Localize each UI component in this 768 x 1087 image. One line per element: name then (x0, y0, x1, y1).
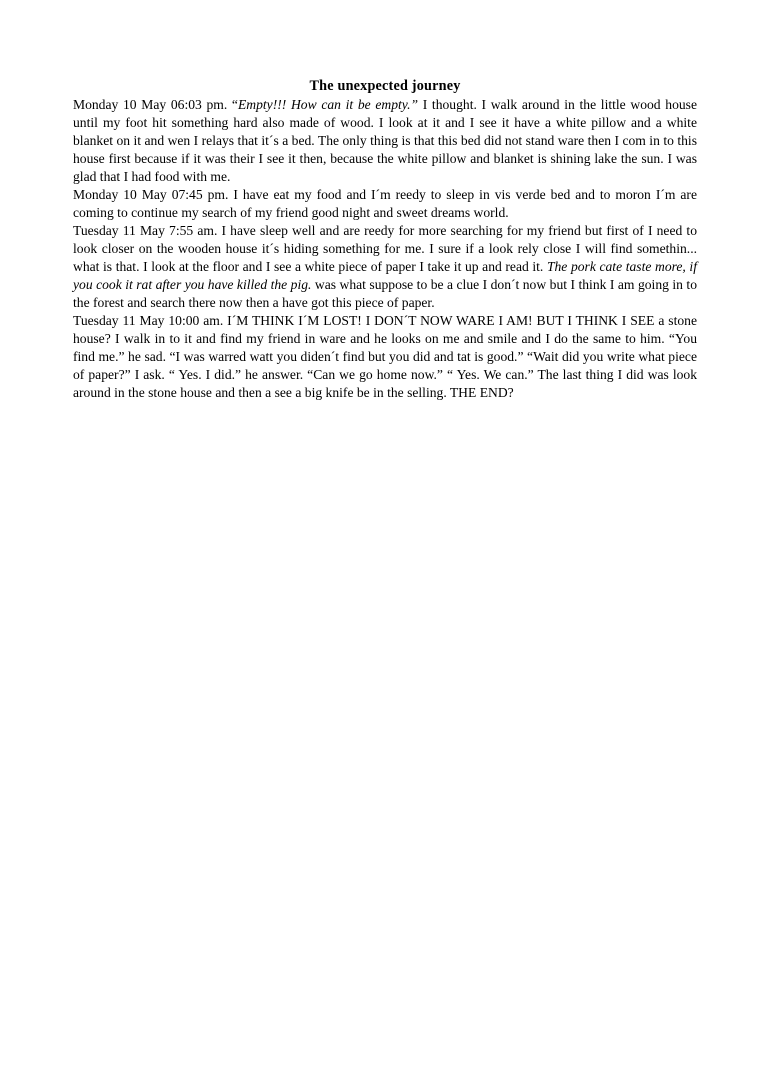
entry-text: Tuesday 11 May 7:55 am. I have sleep well and are reedy for more searching for my friend but first of I need to look closer on the wooden house it´s hiding something for me. I sure if a look rely close I will find somethin... what is that. I look at the floor and I see a white piece of paper I take it up and read it. (73, 223, 697, 274)
entry-italic-text: The pork cate taste more, if you cook it rat after you have killed the pig. (73, 259, 697, 292)
entry-text: I thought. I walk around in the little wood house until my foot hit something hard also made of wood. I look at it and I see it have a white pillow and a white blanket on it and wen I relays that it´s a bed. The only thing is that this bed did not stand ware then I com in to this house first because if it was their I see it then, because the white pillow and blanket is shining lake the sun. I was glad that I had food with me. (73, 97, 697, 184)
diary-entry-tuesday-0755 (73, 222, 697, 312)
entry-text: Tuesday 11 May 10:00 am. I´M THINK I´M LOST! I DON´T NOW WARE I AM! BUT I THINK I SEE a stone house? I walk in to it and find my friend in ware and he looks on me and smile and I do the same to him. “You find me.” he sad. “I was warred watt you diden´t find but you did and tat is good.” “Wait did you write what piece of paper?” I ask. “ Yes. I did.” he answer. “Can we go home now.” “ Yes. We can.” The last thing I did was look around in the stone house and then a see a big knife be in the selling. THE END? (73, 313, 697, 400)
diary-entry-tuesday-1000 (73, 312, 697, 402)
entry-italic-text: Empty!!! How can it be empty.” (237, 97, 419, 112)
document-title: The unexpected journey (309, 78, 461, 94)
entry-text: was what suppose to be a clue I don´t now but I think I am going in to the forest and search there now then a have got this piece of paper. (73, 277, 697, 310)
diary-entry-monday-0603 (73, 96, 697, 186)
entry-text: Monday 10 May 07:45 pm. I have eat my food and I´m reedy to sleep in vis verde bed and to moron I´m are coming to continue my search of my friend good night and sweet dreams world. (73, 187, 697, 220)
diary-entry-monday-0745 (73, 186, 697, 222)
entry-text: Monday 10 May 06:03 pm. “ (73, 97, 238, 112)
document-page (73, 76, 697, 402)
